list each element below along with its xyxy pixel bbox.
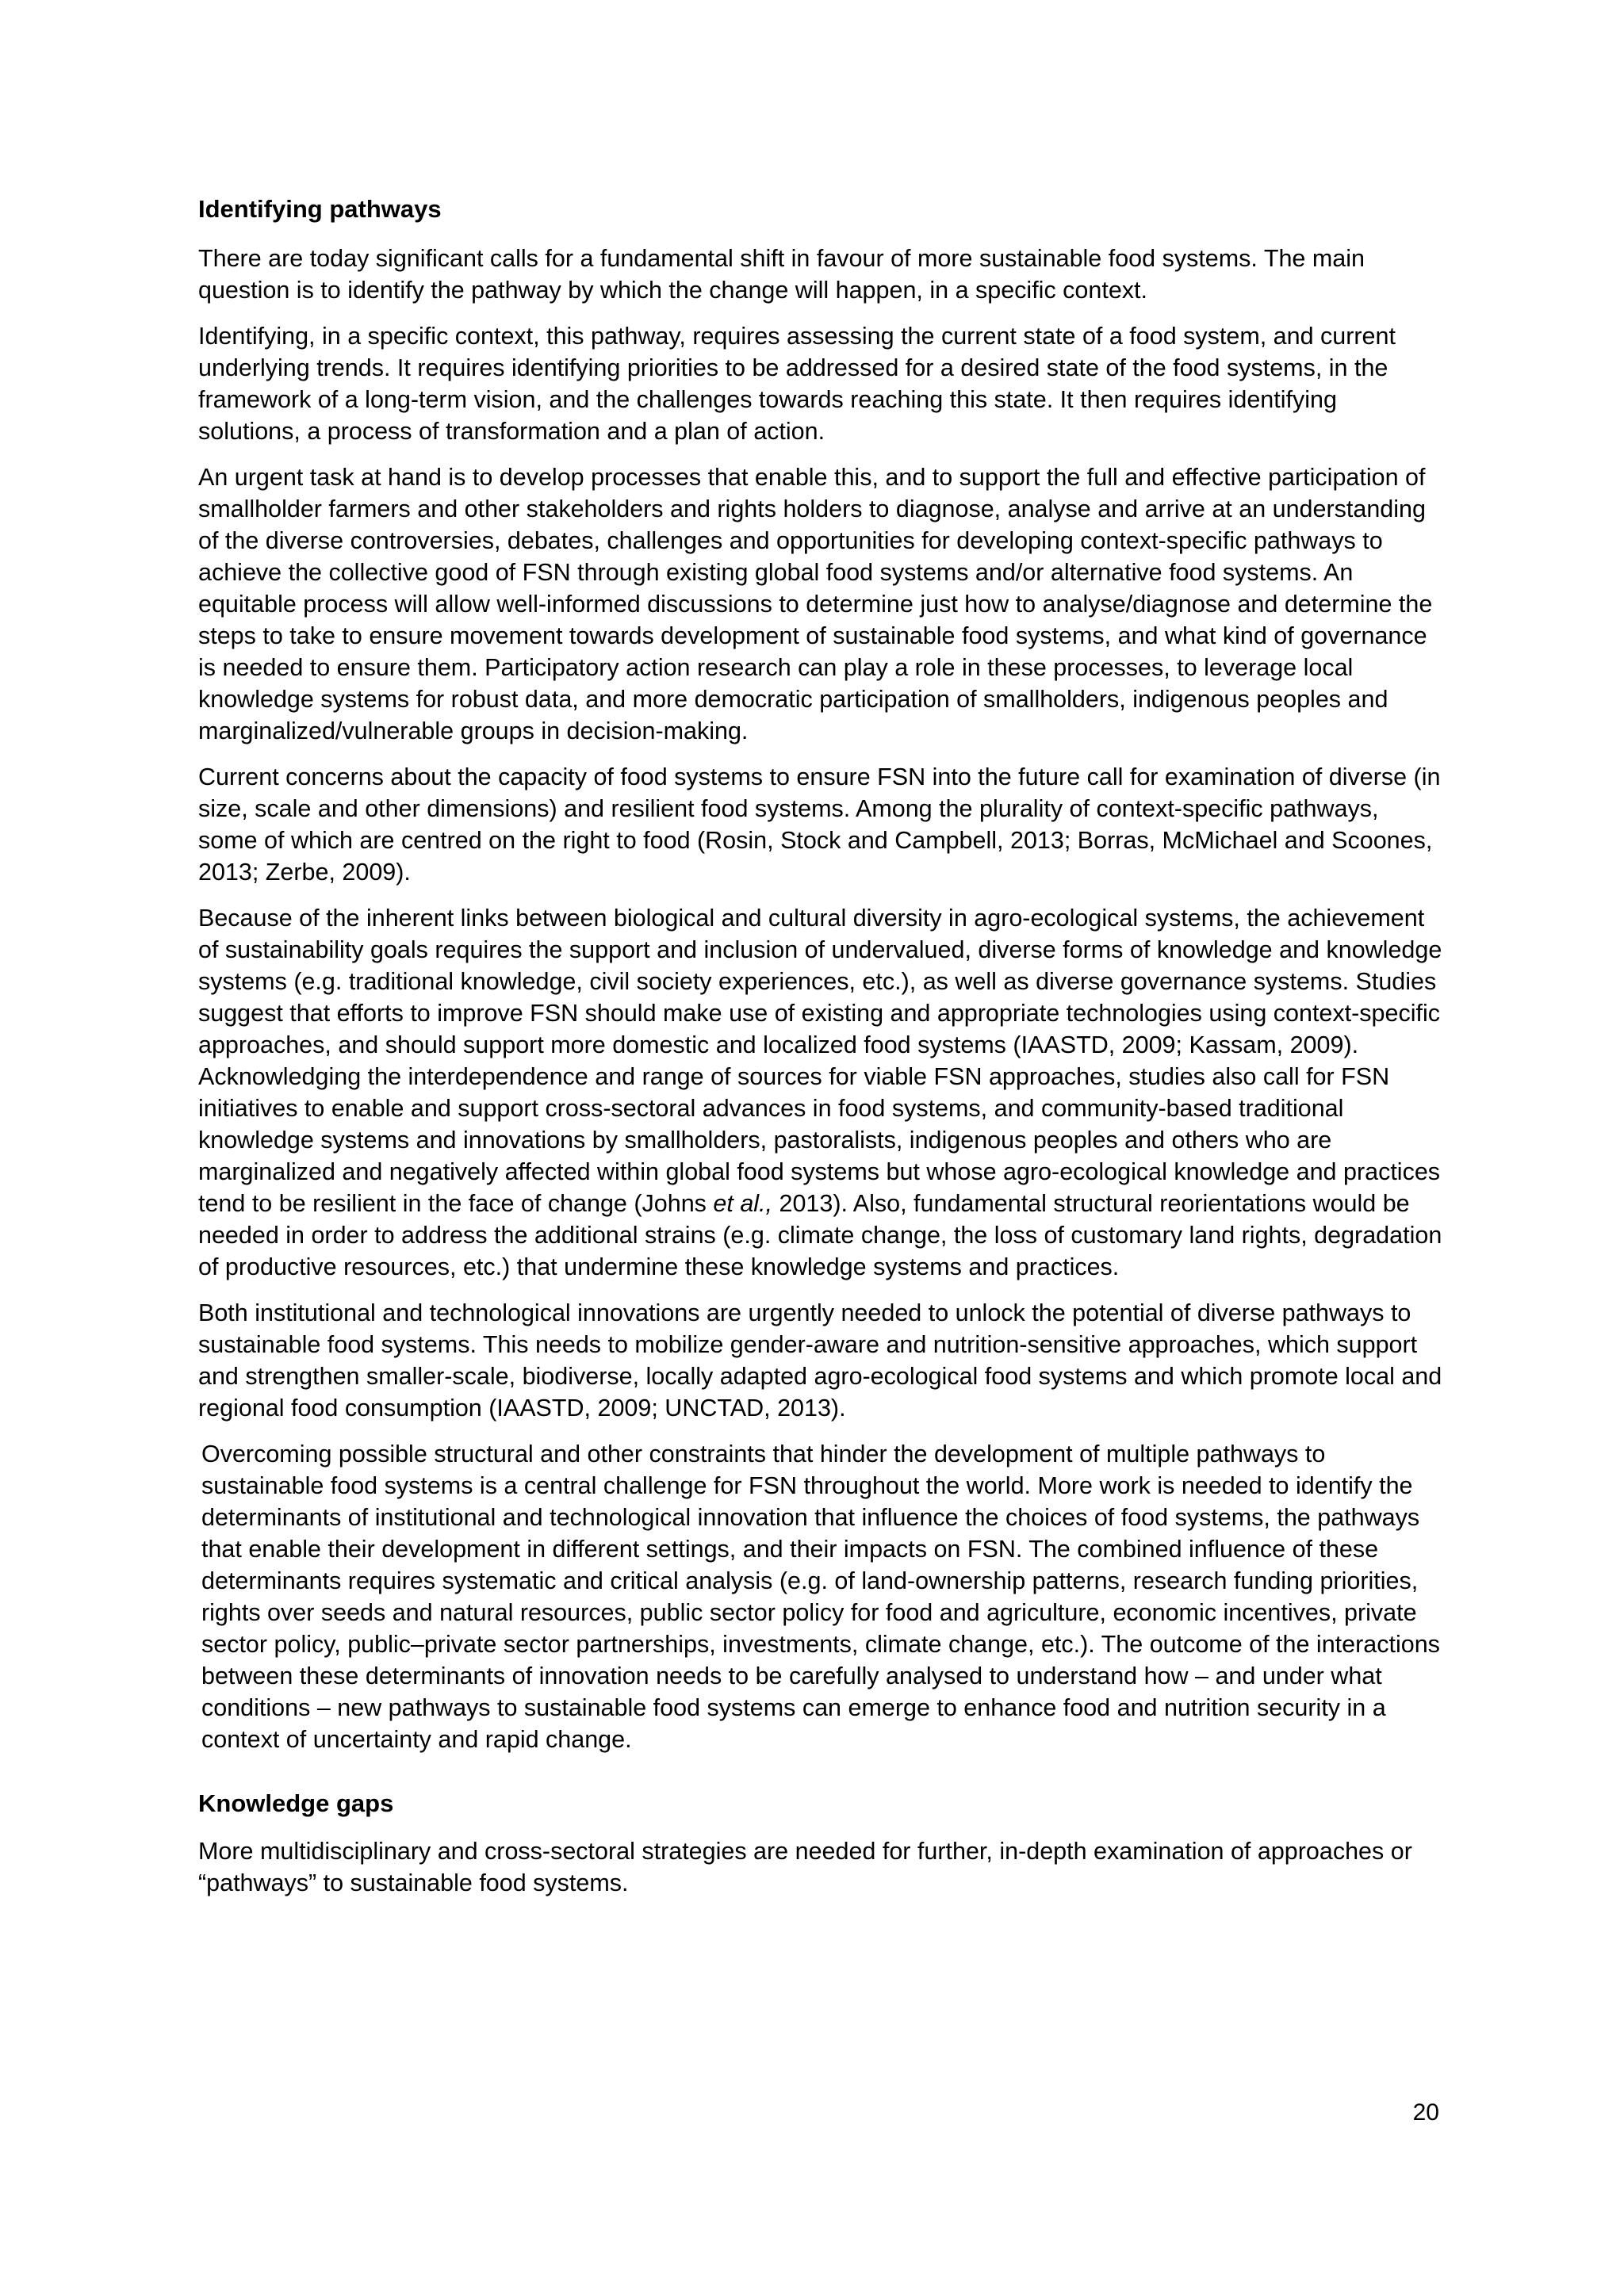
paragraph: Overcoming possible structural and other constraints that hinder the development of multiple pathways to sustainable food systems is a central challenge for FSN throughout the world. More work is needed to identify the determinants of institutional and technological innovation that influence the choices of food systems, the pathways that enable their development in different settings, and their impacts on FSN. The combined influence of these determinants requires systematic and critical analysis (e.g. of land-ownership patterns, research funding priorities, rights over seeds and natural resources, public sector policy for food and agriculture, economic incentives, private sector policy, public–private sector partnerships, investments, climate change, etc.). The outcome of the interactions between these determinants of innovation needs to be carefully analysed to understand how – and under what conditions – new pathways to sustainable food systems can emerge to enhance food and nutrition security in a context of uncertainty and rapid change. [201,1441,1440,1754]
paragraph: Identifying, in a specific context, this pathway, requires assessing the current state of a food system, and current underlying trends. It requires identifying priorities to be addressed for a desired state of the food systems, in the framework of a long-term vision, and the challenges towards reaching this state. It then requires identifying solutions, a process of transformation and a plan of action. [198,323,1396,446]
page-content [198,194,1443,1899]
section-heading-identifying-pathways: Identifying pathways [198,195,442,223]
page-number: 20 [1412,2099,1439,2126]
paragraph: An urgent task at hand is to develop processes that enable this, and to support the full and effective participation of smallholder farmers and other stakeholders and rights holders to diagnose, analyse and arrive at an understanding of the diverse controversies, debates, challenges and opportunities for developing context-specific pathways to achieve the collective good of FSN through existing global food systems and/or alternative food systems. An equitable process will allow well-informed discussions to determine just how to analyse/diagnose and determine the steps to take to ensure movement towards development of sustainable food systems, and what kind of governance is needed to ensure them. Participatory action research can play a role in these processes, to leverage local knowledge systems for robust data, and more democratic participation of smallholders, indigenous peoples and marginalized/vulnerable groups in decision-making. [198,464,1433,745]
paragraph-text: Because of the inherent links between biological and cultural diversity in agro-ecological systems, the achievement of sustainability goals requires the support and inclusion of undervalued, diverse forms of knowledge and knowledge systems (e.g. traditional knowledge, civil society experiences, etc.), as well as diverse governance systems. Studies suggest that efforts to improve FSN should make use of existing and appropriate technologies using context-specific approaches, and should support more domestic and localized food systems (IAASTD, 2009; Kassam, 2009). Acknowledging the interdependence and range of sources for viable FSN approaches, studies also call for FSN initiatives to enable and support cross-sectoral advances in food systems, and community-based traditional knowledge systems and innovations by smallholders, pastoralists, indigenous peoples and others who are marginalized and negatively affected within global food systems but whose agro-ecological knowledge and practices tend to be resilient in the face of change (Johns [198,905,1442,1218]
paragraph: Current concerns about the capacity of food systems to ensure FSN into the future call for examination of diverse (in size, scale and other dimensions) and resilient food systems. Among the plurality of context-specific pathways, some of which are centred on the right to food (Rosin, Stock and Campbell, 2013; Borras, McMichael and Scoones, 2013; Zerbe, 2009). [198,763,1441,886]
italic-citation: et al., [713,1190,773,1218]
paragraph: More multidisciplinary and cross-sectoral strategies are needed for further, in-depth examination of approaches or “pathways” to sustainable food systems. [198,1838,1412,1897]
section-heading-knowledge-gaps: Knowledge gaps [198,1789,394,1818]
paragraph-text: 2013). Also, fundamental structural reorientations would be needed in order to address the additional strains (e.g. climate change, the loss of customary land rights, degradation of productive resources, etc.) that undermine these knowledge systems and practices. [198,1190,1442,1281]
paragraph [198,902,1443,1283]
paragraph: Both institutional and technological innovations are urgently needed to unlock the potential of diverse pathways to sustainable food systems. This needs to mobilize gender-aware and nutrition-sensitive approaches, which support and strengthen smaller-scale, biodiverse, locally adapted agro-ecological food systems and which promote local and regional food consumption (IAASTD, 2009; UNCTAD, 2013). [198,1299,1442,1422]
paragraph: There are today significant calls for a fundamental shift in favour of more sustainable food systems. The main question is to identify the pathway by which the change will happen, in a specific context. [198,245,1365,304]
